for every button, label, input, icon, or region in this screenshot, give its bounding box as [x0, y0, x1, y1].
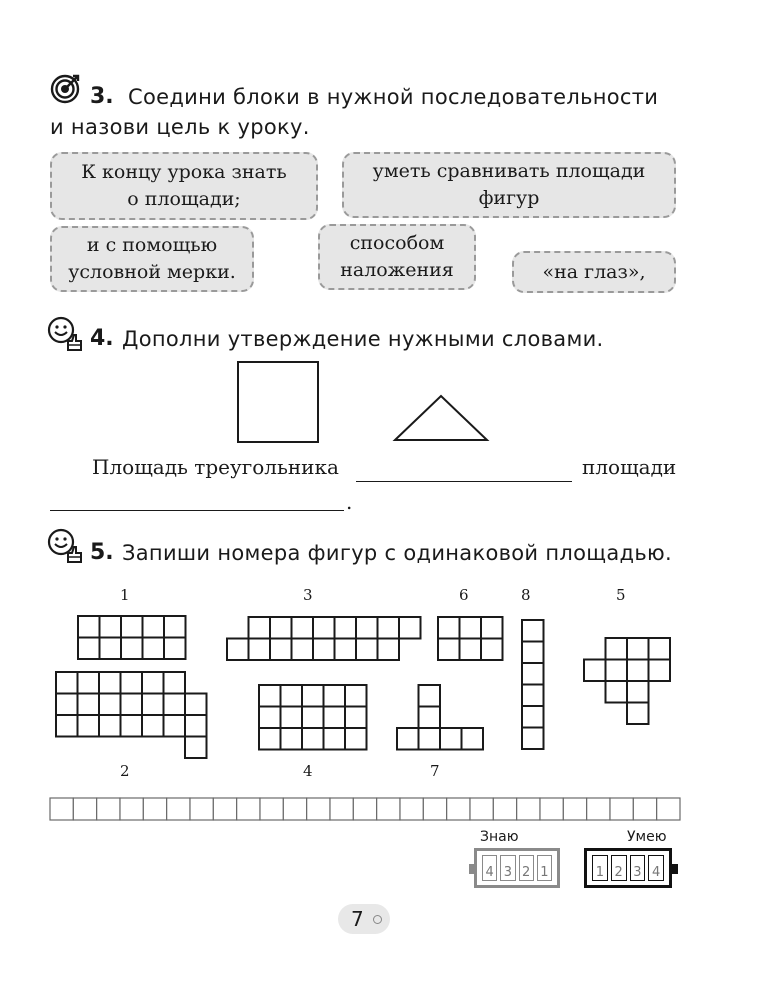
figure-6: [438, 617, 503, 660]
unit-cell: [397, 728, 419, 750]
answer-cell[interactable]: [470, 798, 493, 820]
unit-cell: [522, 642, 544, 664]
unit-cell: [185, 694, 207, 716]
unit-cell: [460, 617, 482, 639]
page-number: 7: [351, 907, 364, 931]
unit-cell: [56, 715, 78, 737]
unit-cell: [259, 685, 281, 707]
unit-cell: [481, 639, 503, 661]
unit-cell: [419, 728, 441, 750]
figure-label-4: 4: [303, 762, 313, 780]
answer-cell[interactable]: [330, 798, 353, 820]
unit-cell: [324, 685, 346, 707]
unit-cell: [164, 672, 186, 694]
unit-cell: [627, 660, 649, 682]
unit-cell: [121, 672, 143, 694]
block-3-line2: условной мерки.: [68, 261, 236, 283]
unit-cell: [627, 638, 649, 660]
can-label: Умею: [627, 829, 667, 845]
unit-cell: [270, 617, 292, 639]
unit-cell: [345, 728, 367, 750]
figure-label-3: 3: [303, 586, 313, 604]
answer-cell[interactable]: [447, 798, 470, 820]
unit-cell: [227, 639, 249, 661]
unit-cell: [292, 617, 314, 639]
task3-number: 3.: [90, 84, 114, 109]
unit-cell: [142, 672, 164, 694]
unit-cell: [649, 638, 671, 660]
target-icon: [50, 74, 80, 104]
answer-cell[interactable]: [73, 798, 96, 820]
answer-cell[interactable]: [167, 798, 190, 820]
unit-cell: [164, 616, 186, 638]
figure-label-5: 5: [616, 586, 626, 604]
block-4-line2: наложения: [340, 259, 454, 281]
unit-cell: [335, 617, 357, 639]
unit-cell: [345, 685, 367, 707]
can-battery: [584, 848, 672, 888]
unit-cell: [56, 672, 78, 694]
task3-instruction-line2: и назови цель к уроку.: [50, 115, 310, 139]
unit-cell: [584, 660, 606, 682]
figure-2: [56, 672, 207, 758]
unit-cell: [335, 639, 357, 661]
unit-cell: [345, 707, 367, 729]
answer-cell[interactable]: [353, 798, 376, 820]
figure-1: [78, 616, 186, 659]
answer-cell[interactable]: [657, 798, 680, 820]
unit-cell: [522, 706, 544, 728]
unit-cell: [78, 715, 100, 737]
answer-cell[interactable]: [307, 798, 330, 820]
unit-cell: [100, 638, 122, 660]
figure-label-7: 7: [430, 762, 440, 780]
page-number-badge: [338, 904, 390, 934]
answer-cell[interactable]: [97, 798, 120, 820]
block-5-line1: «на глаз»,: [542, 260, 646, 283]
answer-cell[interactable]: [587, 798, 610, 820]
answer-cell[interactable]: [283, 798, 306, 820]
block-3-line1: и с помощью: [86, 234, 218, 256]
can-cell-4[interactable]: 4: [648, 855, 664, 881]
unit-cell: [121, 616, 143, 638]
unit-cell: [143, 638, 165, 660]
unit-cell: [522, 620, 544, 642]
unit-cell: [281, 728, 303, 750]
unit-cell: [313, 639, 335, 661]
figure-7: [397, 685, 483, 750]
unit-cell: [99, 694, 121, 716]
task4-number: 4.: [90, 326, 114, 351]
unit-cell: [649, 660, 671, 682]
block-1-line1: К концу урока знать: [81, 161, 287, 183]
unit-cell: [378, 617, 400, 639]
answer-cell[interactable]: [50, 798, 73, 820]
unit-cell: [281, 685, 303, 707]
task5-number: 5.: [90, 540, 114, 565]
know-cell-3[interactable]: 3: [500, 855, 515, 881]
block-2-line1: уметь сравнивать площади: [372, 160, 646, 182]
block-1-line2: о площади;: [127, 188, 241, 210]
answer-cell[interactable]: [377, 798, 400, 820]
unit-cell: [440, 728, 462, 750]
answer-cell[interactable]: [237, 798, 260, 820]
triangle-figure: [392, 392, 490, 444]
unit-cell: [143, 616, 165, 638]
answer-cell[interactable]: [563, 798, 586, 820]
unit-cell: [438, 639, 460, 661]
unit-cell: [356, 617, 378, 639]
unit-cell: [313, 617, 335, 639]
unit-cell: [302, 685, 324, 707]
unit-cell: [78, 638, 100, 660]
unit-cell: [606, 660, 628, 682]
task4-instruction: Дополни утверждение нужными словами.: [122, 327, 604, 351]
figure-label-1: 1: [120, 586, 130, 604]
block-4-line1: способом: [349, 232, 445, 254]
unit-cell: [142, 694, 164, 716]
sequence-block-1[interactable]: [50, 152, 318, 220]
smiley-thumbs-up-icon: [46, 528, 84, 564]
unit-cell: [606, 638, 628, 660]
answer-cell[interactable]: [190, 798, 213, 820]
figure-label-8: 8: [521, 586, 531, 604]
know-cell-2[interactable]: 2: [519, 855, 534, 881]
answer-cell[interactable]: [260, 798, 283, 820]
unit-cell: [78, 694, 100, 716]
sequence-block-5[interactable]: [512, 251, 676, 293]
block-2-line2: фигур: [478, 187, 540, 209]
unit-cell: [259, 707, 281, 729]
unit-cell: [164, 694, 186, 716]
can-cell-3[interactable]: 3: [630, 855, 646, 881]
figure-label-6: 6: [459, 586, 469, 604]
unit-cell: [522, 728, 544, 750]
unit-cell: [462, 728, 484, 750]
grid-figures: [0, 600, 768, 770]
unit-cell: [627, 681, 649, 703]
unit-cell: [249, 639, 271, 661]
know-cell-1[interactable]: 1: [537, 855, 552, 881]
answer-cell[interactable]: [213, 798, 236, 820]
know-label: Знаю: [480, 829, 519, 845]
unit-cell: [438, 617, 460, 639]
unit-cell: [281, 707, 303, 729]
know-battery: [474, 848, 560, 888]
know-cell-4[interactable]: 4: [482, 855, 497, 881]
unit-cell: [302, 707, 324, 729]
unit-cell: [399, 617, 421, 639]
answer-cell[interactable]: [143, 798, 166, 820]
unit-cell: [292, 639, 314, 661]
unit-cell: [270, 639, 292, 661]
statement-mid: площади: [582, 455, 677, 479]
unit-cell: [627, 703, 649, 725]
task3-instruction-line1: Соедини блоки в нужной последовательности: [128, 85, 659, 109]
page-dot-icon: [373, 915, 382, 924]
answer-cell[interactable]: [517, 798, 540, 820]
answer-blank-2[interactable]: [50, 510, 344, 511]
unit-cell: [142, 715, 164, 737]
answer-cell[interactable]: [120, 798, 143, 820]
sequence-block-4[interactable]: [318, 224, 476, 290]
answer-strip[interactable]: [48, 796, 682, 822]
unit-cell: [249, 617, 271, 639]
unit-cell: [302, 728, 324, 750]
unit-cell: [522, 663, 544, 685]
can-cell-1[interactable]: 1: [592, 855, 608, 881]
answer-cell[interactable]: [540, 798, 563, 820]
smiley-thumbs-up-icon: [46, 316, 84, 352]
sequence-block-3[interactable]: [50, 226, 254, 292]
square-figure: [236, 360, 320, 444]
unit-cell: [99, 715, 121, 737]
figure-8: [522, 620, 544, 749]
unit-cell: [164, 715, 186, 737]
unit-cell: [78, 672, 100, 694]
statement-start: Площадь треугольника: [92, 455, 339, 479]
unit-cell: [121, 715, 143, 737]
answer-cell[interactable]: [493, 798, 516, 820]
sequence-block-2[interactable]: [342, 152, 676, 218]
unit-cell: [522, 685, 544, 707]
unit-cell: [324, 728, 346, 750]
unit-cell: [481, 617, 503, 639]
unit-cell: [419, 707, 441, 729]
unit-cell: [259, 728, 281, 750]
unit-cell: [324, 707, 346, 729]
unit-cell: [100, 616, 122, 638]
figure-label-2: 2: [120, 762, 130, 780]
can-cell-2[interactable]: 2: [611, 855, 627, 881]
unit-cell: [164, 638, 186, 660]
unit-cell: [78, 616, 100, 638]
answer-cell[interactable]: [423, 798, 446, 820]
unit-cell: [121, 694, 143, 716]
unit-cell: [419, 685, 441, 707]
unit-cell: [185, 715, 207, 737]
unit-cell: [185, 737, 207, 759]
unit-cell: [56, 694, 78, 716]
unit-cell: [356, 639, 378, 661]
unit-cell: [460, 639, 482, 661]
answer-cell[interactable]: [633, 798, 656, 820]
figure-5: [584, 638, 670, 724]
task5-instruction: Запиши номера фигур с одинаковой площадью.: [122, 541, 672, 565]
unit-cell: [99, 672, 121, 694]
answer-cell[interactable]: [400, 798, 423, 820]
answer-cell[interactable]: [610, 798, 633, 820]
figure-4: [259, 685, 367, 750]
unit-cell: [378, 639, 400, 661]
statement-end: .: [346, 490, 353, 514]
figure-3: [227, 617, 421, 660]
answer-blank-1[interactable]: [356, 481, 572, 482]
unit-cell: [606, 681, 628, 703]
unit-cell: [121, 638, 143, 660]
